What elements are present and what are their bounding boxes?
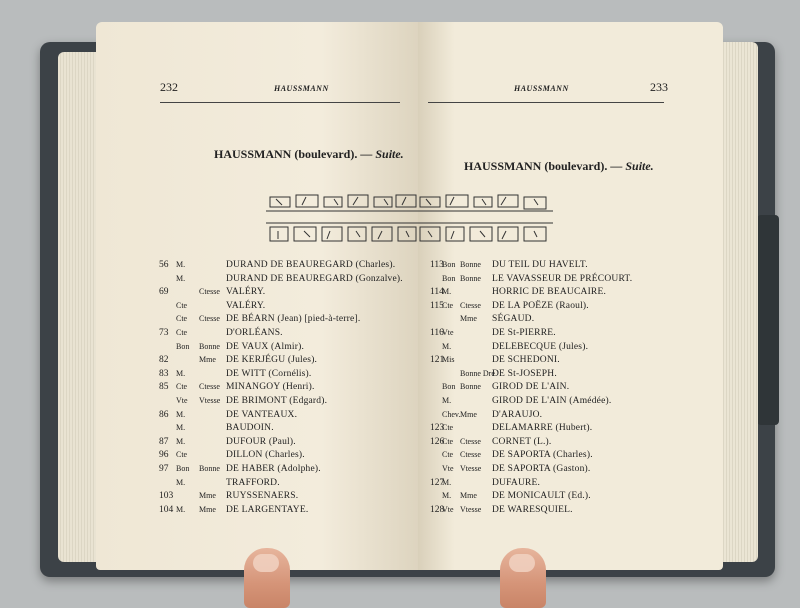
entry-row bbox=[418, 301, 723, 314]
entry-house-number: 69 bbox=[159, 287, 169, 298]
street-map-right bbox=[418, 187, 553, 252]
entry-title-t1: M. bbox=[176, 423, 186, 433]
entry-row bbox=[96, 314, 418, 327]
entry-resident-name: DE SAPORTA (Gaston). bbox=[492, 464, 591, 474]
entry-resident-name: RUYSSENAERS. bbox=[226, 491, 299, 502]
entry-row bbox=[418, 478, 723, 491]
entry-row bbox=[96, 450, 418, 463]
entry-title-t1: Cte bbox=[442, 300, 454, 310]
entry-house-number: 56 bbox=[159, 260, 169, 270]
entry-title-t1: M. bbox=[176, 409, 186, 419]
entry-title-t2: Ctesse bbox=[460, 436, 481, 446]
section-title bbox=[214, 147, 404, 162]
thumbnail bbox=[253, 554, 279, 572]
entry-title-t2: Ctesse bbox=[199, 287, 220, 297]
entry-resident-name: DELAMARRE (Hubert). bbox=[492, 423, 593, 434]
entry-row bbox=[96, 287, 418, 300]
entry-resident-name: DE St-PIERRE. bbox=[492, 328, 556, 338]
entry-row bbox=[418, 287, 723, 300]
entry-house-number: 104 bbox=[159, 504, 174, 515]
entry-house-number: 126 bbox=[430, 436, 445, 447]
page-number: 233 bbox=[650, 80, 668, 94]
entry-resident-name: DE VAUX (Almir). bbox=[226, 341, 305, 352]
entry-house-number: 113 bbox=[430, 260, 444, 270]
entry-row bbox=[96, 328, 418, 341]
entry-title-t1: Cte bbox=[176, 300, 188, 310]
entry-title-t1: M. bbox=[442, 477, 452, 487]
entry-resident-name: DE SCHEDONI. bbox=[492, 355, 560, 366]
entry-resident-name: TRAFFORD. bbox=[226, 477, 280, 488]
right-page bbox=[418, 22, 723, 570]
entry-row bbox=[96, 505, 418, 518]
entry-row bbox=[418, 342, 723, 355]
page-edges-right bbox=[718, 42, 758, 562]
entry-resident-name: DE BRIMONT (Edgard). bbox=[226, 396, 328, 406]
entry-title-t2: Mme bbox=[199, 491, 216, 501]
entry-row bbox=[96, 491, 418, 504]
ribbon-tab bbox=[757, 215, 779, 425]
entry-row bbox=[96, 382, 418, 395]
entry-title-t1: M. bbox=[442, 287, 452, 297]
entry-house-number: 82 bbox=[159, 355, 169, 366]
entry-row bbox=[96, 369, 418, 382]
entry-row bbox=[418, 260, 723, 273]
entry-title-t2: Mme bbox=[199, 504, 216, 514]
entry-title-t2: Ctesse bbox=[460, 300, 481, 310]
entry-resident-name: VALÉRY. bbox=[226, 300, 266, 311]
entry-title-t2: Bonne bbox=[460, 260, 481, 269]
running-head: HAUSSMANN bbox=[274, 84, 329, 93]
entry-house-number: 115 bbox=[430, 300, 444, 311]
entry-house-number: 96 bbox=[159, 450, 169, 461]
entry-title-t1: Chev. bbox=[442, 409, 461, 419]
header-rule bbox=[428, 102, 664, 103]
entry-row bbox=[418, 410, 723, 423]
entry-row bbox=[96, 260, 418, 273]
entry-house-number: 86 bbox=[159, 409, 169, 420]
street-map-left bbox=[266, 187, 418, 252]
entry-resident-name: DURAND DE BEAUREGARD (Gonzalve). bbox=[226, 273, 403, 284]
section-title-text: HAUSSMANN (boulevard). bbox=[464, 159, 608, 173]
running-head: HAUSSMANN bbox=[514, 84, 569, 93]
entry-title-t1: Mis bbox=[442, 355, 455, 365]
entry-title-t2: Bonne bbox=[460, 273, 481, 283]
entry-row bbox=[96, 423, 418, 436]
entry-row bbox=[418, 423, 723, 436]
entry-house-number: 123 bbox=[430, 423, 445, 434]
entry-resident-name: DE WARESQUIEL. bbox=[492, 504, 573, 515]
entry-row bbox=[418, 491, 723, 504]
entry-house-number: 85 bbox=[159, 382, 169, 393]
entry-resident-name: DE St-JOSEPH. bbox=[492, 368, 557, 379]
entry-house-number: 103 bbox=[159, 491, 174, 502]
entry-resident-name: DE BÉARN (Jean) [pied-à-terre]. bbox=[226, 314, 361, 325]
entry-title-t1: Cte bbox=[176, 314, 188, 324]
entry-resident-name: GIROD DE L'AIN (Amédée). bbox=[492, 396, 612, 406]
entry-row bbox=[96, 478, 418, 491]
entry-title-t2: Mme bbox=[460, 314, 477, 324]
entry-house-number: 127 bbox=[430, 477, 445, 488]
entry-resident-name: MINANGOY (Henri). bbox=[226, 382, 315, 393]
entry-row bbox=[96, 342, 418, 355]
entry-title-t2: Bonne bbox=[199, 464, 220, 473]
entry-house-number: 73 bbox=[159, 328, 169, 338]
entry-house-number: 128 bbox=[430, 504, 445, 515]
entry-title-t2: Bonne Dre bbox=[460, 368, 495, 378]
entry-row bbox=[418, 464, 723, 477]
section-suite: — Suite. bbox=[610, 159, 654, 173]
entry-row bbox=[418, 274, 723, 287]
entry-row bbox=[418, 437, 723, 450]
entry-row bbox=[96, 437, 418, 450]
entry-title-t2: Mme bbox=[199, 355, 216, 365]
entry-resident-name: HORRIC DE BEAUCAIRE. bbox=[492, 287, 607, 298]
entry-row bbox=[96, 355, 418, 368]
entry-house-number: 87 bbox=[159, 436, 169, 447]
entry-title-t2: Bonne bbox=[199, 341, 220, 351]
entry-resident-name: DUFAURE. bbox=[492, 477, 541, 488]
entry-title-t1: Bon bbox=[442, 273, 456, 283]
entry-row bbox=[418, 382, 723, 395]
entry-house-number: 116 bbox=[430, 328, 444, 338]
entries-left bbox=[96, 260, 418, 520]
entry-title-t1: Bon bbox=[442, 382, 456, 392]
section-title bbox=[464, 159, 654, 174]
entry-resident-name: DELEBECQUE (Jules). bbox=[492, 341, 589, 352]
entry-row bbox=[96, 410, 418, 423]
page-number: 232 bbox=[160, 80, 178, 94]
entry-title-t1: Cte bbox=[442, 450, 454, 460]
entry-row bbox=[96, 301, 418, 314]
entry-resident-name: D'ARAUJO. bbox=[492, 409, 543, 420]
entry-resident-name: DILLON (Charles). bbox=[226, 450, 305, 461]
entry-resident-name: DURAND DE BEAUREGARD (Charles). bbox=[226, 260, 396, 270]
entry-title-t1: M. bbox=[442, 396, 452, 405]
entry-title-t2: Mme bbox=[460, 409, 477, 419]
entry-resident-name: DE LARGENTAYE. bbox=[226, 504, 309, 515]
entry-title-t1: Cte bbox=[176, 450, 188, 460]
entry-resident-name: DE LA POËZE (Raoul). bbox=[492, 300, 589, 311]
entry-title-t2: Vtesse bbox=[460, 464, 482, 473]
entry-title-t1: M. bbox=[176, 477, 186, 487]
entry-house-number: 121 bbox=[430, 355, 445, 366]
entry-resident-name: GIROD DE L'AIN. bbox=[492, 382, 570, 393]
entry-title-t1: Vte bbox=[442, 328, 454, 337]
entry-row bbox=[96, 274, 418, 287]
entry-row bbox=[418, 396, 723, 409]
header-rule bbox=[160, 102, 400, 103]
entries-right bbox=[418, 260, 723, 520]
entry-row bbox=[418, 328, 723, 341]
entry-title-t1: M. bbox=[442, 341, 452, 351]
entry-row bbox=[418, 355, 723, 368]
right-thumb bbox=[500, 548, 546, 608]
entry-row bbox=[418, 450, 723, 463]
entry-title-t1: Cte bbox=[176, 382, 188, 392]
entry-resident-name: DE WITT (Cornélis). bbox=[226, 368, 312, 379]
entry-house-number: 83 bbox=[159, 368, 169, 379]
entry-title-t1: Vte bbox=[442, 504, 454, 514]
entry-row bbox=[96, 396, 418, 409]
entry-title-t1: M. bbox=[176, 504, 186, 514]
entry-title-t1: Cte bbox=[176, 328, 188, 337]
entry-title-t2: Ctesse bbox=[460, 450, 481, 460]
entry-title-t1: Cte bbox=[442, 436, 454, 446]
entry-title-t1: Bon bbox=[442, 260, 456, 269]
entry-resident-name: DE VANTEAUX. bbox=[226, 409, 298, 420]
entry-title-t1: Cte bbox=[442, 423, 454, 433]
entry-title-t2: Ctesse bbox=[199, 382, 220, 392]
entry-house-number: 97 bbox=[159, 464, 169, 474]
entry-resident-name: DE HABER (Adolphe). bbox=[226, 464, 321, 474]
entry-title-t2: Mme bbox=[460, 491, 477, 501]
entry-resident-name: D'ORLÉANS. bbox=[226, 328, 283, 338]
entry-resident-name: SÉGAUD. bbox=[492, 314, 535, 325]
entry-row bbox=[418, 314, 723, 327]
entry-resident-name: DE KERJÉGU (Jules). bbox=[226, 355, 318, 366]
entry-resident-name: DE SAPORTA (Charles). bbox=[492, 450, 593, 461]
entry-resident-name: DUFOUR (Paul). bbox=[226, 436, 296, 447]
entry-house-number: 114 bbox=[430, 287, 444, 298]
entry-row bbox=[96, 464, 418, 477]
left-page bbox=[96, 22, 418, 570]
entry-title-t2: Vtesse bbox=[199, 396, 221, 405]
entry-title-t1: Bon bbox=[176, 464, 190, 473]
entry-title-t1: Bon bbox=[176, 341, 190, 351]
section-title-text: HAUSSMANN (boulevard). bbox=[214, 147, 358, 161]
entry-resident-name: CORNET (L.). bbox=[492, 436, 552, 447]
entry-title-t1: M. bbox=[176, 260, 186, 269]
entry-title-t2: Bonne bbox=[460, 382, 481, 392]
entry-title-t2: Vtesse bbox=[460, 504, 482, 514]
section-suite: — Suite. bbox=[360, 147, 404, 161]
entry-resident-name: VALÉRY. bbox=[226, 287, 266, 298]
entry-resident-name: DU TEIL DU HAVELT. bbox=[492, 260, 588, 270]
left-thumb bbox=[244, 548, 290, 608]
entry-resident-name: BAUDOIN. bbox=[226, 423, 274, 434]
entry-title-t1: M. bbox=[176, 368, 186, 378]
entry-row bbox=[418, 505, 723, 518]
entry-row bbox=[418, 369, 723, 382]
entry-title-t1: Vte bbox=[442, 464, 454, 473]
entry-resident-name: DE MONICAULT (Ed.). bbox=[492, 491, 591, 502]
thumbnail bbox=[509, 554, 535, 572]
entry-title-t2: Ctesse bbox=[199, 314, 220, 324]
entry-title-t1: M. bbox=[176, 436, 186, 446]
entry-resident-name: LE VAVASSEUR DE PRÉCOURT. bbox=[492, 273, 633, 284]
entry-title-t1: M. bbox=[442, 491, 452, 501]
entry-title-t1: M. bbox=[176, 273, 186, 283]
entry-title-t1: Vte bbox=[176, 396, 188, 405]
